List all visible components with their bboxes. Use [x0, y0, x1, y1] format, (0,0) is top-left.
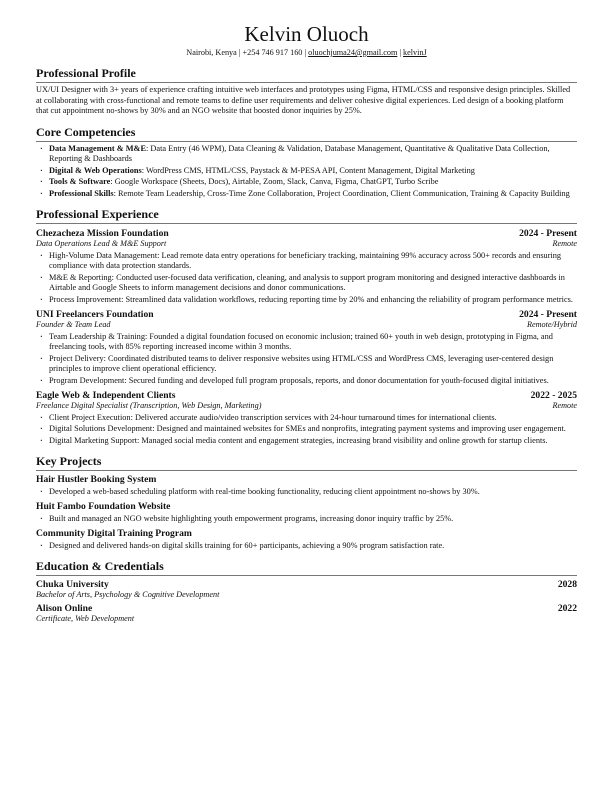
separator: | [399, 48, 401, 57]
project-bullet: · Built and managed an NGO website highlighting youth empowerment programs, increasing donor inquiry traffic by 25%. [36, 514, 577, 525]
job-bullet: · Client Project Execution: Delivered accurate audio/video transcription services with 24-hour turnaround times for international clients. [36, 413, 577, 424]
project-name: Community Digital Training Program [36, 527, 192, 539]
email-link[interactable]: oluochjuma24@gmail.com [308, 48, 398, 57]
job-bullet: · Digital Solutions Development: Designed and maintained websites for SMEs and nonprofits, integrating payment systems and improving user engagement. [36, 424, 577, 435]
school-name: Alison Online [36, 602, 93, 614]
section-title-profile: Professional Profile [36, 66, 577, 83]
section-title-experience: Professional Experience [36, 207, 577, 224]
section-title-projects: Key Projects [36, 454, 577, 471]
education-entry [36, 603, 577, 624]
job-location: Remote [552, 239, 577, 249]
job-bullet: · Program Development: Secured funding and developed full program proposals, reports, and donor documentation for youth-focused digital initiatives. [36, 376, 577, 387]
job-bullets [36, 332, 577, 387]
job-bullet: · Project Delivery: Coordinated distributed teams to deliver responsive websites using HTML/CSS and WordPress CMS, leveraging user-centered design principles to improve client operational efficiency. [36, 354, 577, 375]
profile-link[interactable]: kelvinJ [403, 48, 427, 57]
job-dates: 2024 - Present [519, 228, 577, 240]
job-bullet: · Digital Marketing Support: Managed social media content and engagement strategies, increasing brand visibility and online growth for startup clients. [36, 436, 577, 447]
job-location: Remote [552, 401, 577, 411]
project-entry [36, 474, 577, 498]
profile-summary: UX/UI Designer with 3+ years of experience crafting intuitive web interfaces and prototypes using Figma, HTML/CSS and responsive design principles. Skilled at collaborating with cross-functional and remote teams to define user requirements and deliver cohesive digital experiences. Led design of a booking platform that cut appointment no-shows by 30% and an NGO website that boosted donor inquiries by 25%. [36, 85, 571, 116]
job-dates: 2022 - 2025 [530, 390, 577, 402]
job-org: Chezacheza Mission Foundation [36, 228, 169, 240]
competency-label: Tools & Software [49, 177, 111, 187]
separator: | [304, 48, 307, 57]
competency-item [36, 144, 577, 165]
competency-item [36, 189, 577, 200]
job-org: Eagle Web & Independent Clients [36, 390, 176, 402]
education-year: 2028 [557, 579, 577, 591]
job-org: UNI Freelancers Foundation [36, 309, 154, 321]
job-role: Data Operations Lead & M&E Support [36, 239, 167, 249]
school-name: Chuka University [36, 579, 109, 591]
competency-item [36, 166, 577, 177]
competency-label: Digital & Web Operations [49, 165, 142, 175]
project-name: Hair Hustler Booking System [36, 474, 157, 486]
section-title-competencies: Core Competencies [36, 125, 577, 142]
location: Nairobi, Kenya [186, 48, 237, 57]
education-detail: Certificate, Web Development [36, 613, 135, 623]
competency-item [36, 177, 577, 188]
candidate-name: Kelvin Oluoch [244, 22, 369, 46]
job-location: Remote/Hybrid [526, 320, 577, 330]
competency-text: : Google Workspace (Sheets, Docs), Airtable, Zoom, Slack, Canva, Figma, ChatGPT, Turbo Scribe [110, 177, 439, 187]
job-role: Founder & Team Lead [36, 320, 111, 330]
section-title-education: Education & Credentials [36, 559, 577, 576]
contact-line [36, 47, 577, 58]
competency-text: : Remote Team Leadership, Cross-Time Zone Collaboration, Project Coordination, Client Communication, Training & Capacity Building [113, 188, 570, 198]
competencies-list [36, 144, 577, 199]
project-name: Huit Fambo Foundation Website [36, 501, 171, 513]
job-role: Freelance Digital Specialist (Transcription, Web Design, Marketing) [36, 401, 262, 411]
job-bullet: · High-Volume Data Management: Lead remote data entry operations for beneficiary tracking, maintaining 99% accuracy across 500+ records and ensuring compliance with data protection standards. [36, 251, 577, 272]
education-entry [36, 579, 577, 600]
competency-label: Professional Skills [49, 188, 114, 198]
job-bullet: · Team Leadership & Training: Founded a digital foundation focused on economic inclusion; trained 60+ youth in web design, prototyping in Figma, and freelancing tools, with 85% reporting increased income within 3 months. [36, 332, 577, 353]
competency-label: Data Management & M&E [49, 143, 147, 153]
competency-text: : Data Entry (46 WPM), Data Cleaning & Validation, Database Management, Quantitative & Qualitative Data Collection, Reporting & Dashboards [49, 143, 550, 164]
job-entry [36, 390, 577, 446]
job-bullets [36, 413, 577, 446]
education-detail: Bachelor of Arts, Psychology & Cognitive Development [36, 590, 220, 600]
project-entry [36, 501, 577, 525]
project-bullet: · Developed a web-based scheduling platform with real-time booking functionality, reducing client appointment no-shows by 30%. [36, 487, 577, 498]
job-dates: 2024 - Present [519, 309, 577, 321]
job-bullets [36, 251, 577, 306]
job-entry [36, 228, 577, 305]
phone: +254 746 917 160 [242, 48, 303, 57]
separator: | [238, 48, 241, 57]
education-year: 2022 [557, 602, 577, 614]
resume-page [36, 22, 577, 623]
competency-text: : WordPress CMS, HTML/CSS, Paystack & M-PESA API, Content Management, Digital Marketing [141, 165, 475, 175]
job-entry [36, 309, 577, 386]
job-bullet: · M&E & Reporting: Conducted user-focused data verification, cleaning, and analysis to support program monitoring and designed interactive dashboards in Airtable and Google Sheets to inform management decisions and donor communications. [36, 273, 577, 294]
project-bullet: · Designed and delivered hands-on digital skills training for 60+ participants, achieving a 90% program satisfaction rate. [36, 541, 577, 552]
job-bullet: · Process Improvement: Streamlined data validation workflows, reducing reporting time by 20% and enhancing the reliability of program performance metrics. [36, 295, 577, 306]
project-entry [36, 528, 577, 552]
